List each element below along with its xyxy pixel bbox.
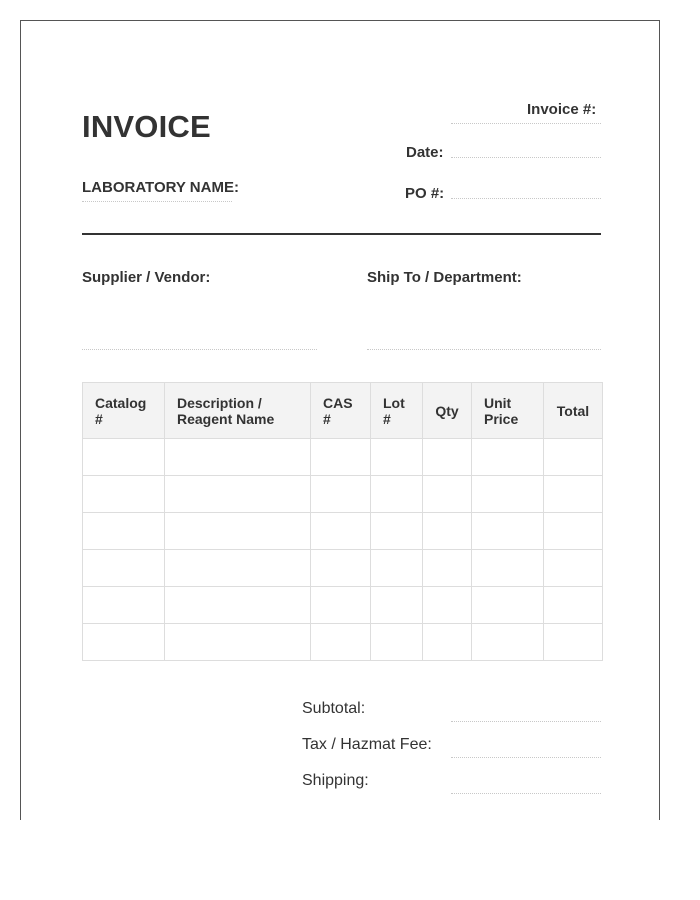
table-cell[interactable] xyxy=(544,550,603,587)
tax-hazmat-field[interactable] xyxy=(451,757,601,758)
table-cell[interactable] xyxy=(371,476,423,513)
table-cell[interactable] xyxy=(544,476,603,513)
table-row xyxy=(83,587,603,624)
col-total-header: Total xyxy=(544,383,603,439)
table-cell[interactable] xyxy=(311,476,371,513)
line-items-body xyxy=(83,439,603,661)
table-row xyxy=(83,439,603,476)
table-cell[interactable] xyxy=(544,624,603,661)
table-cell[interactable] xyxy=(165,587,311,624)
date-label: Date: xyxy=(406,144,444,161)
shipping-label: Shipping: xyxy=(302,772,369,789)
table-cell[interactable] xyxy=(371,587,423,624)
line-items-table xyxy=(82,382,603,661)
table-cell[interactable] xyxy=(83,587,165,624)
table-cell[interactable] xyxy=(311,513,371,550)
shipping-field[interactable] xyxy=(451,793,601,794)
table-cell[interactable] xyxy=(165,439,311,476)
table-cell[interactable] xyxy=(472,476,544,513)
table-cell[interactable] xyxy=(311,624,371,661)
tax-hazmat-label: Tax / Hazmat Fee: xyxy=(302,736,432,753)
col-description-header: Description / Reagent Name xyxy=(165,383,311,439)
table-cell[interactable] xyxy=(544,587,603,624)
table-cell[interactable] xyxy=(371,550,423,587)
laboratory-name-label: LABORATORY NAME: xyxy=(82,179,239,196)
col-qty-header: Qty xyxy=(423,383,472,439)
table-row xyxy=(83,550,603,587)
table-cell[interactable] xyxy=(544,513,603,550)
table-cell[interactable] xyxy=(472,439,544,476)
ship-to-field[interactable] xyxy=(367,349,601,350)
table-cell[interactable] xyxy=(423,513,472,550)
table-row xyxy=(83,513,603,550)
table-cell[interactable] xyxy=(423,587,472,624)
table-cell[interactable] xyxy=(371,624,423,661)
table-row xyxy=(83,476,603,513)
table-cell[interactable] xyxy=(83,624,165,661)
header-divider xyxy=(82,233,601,235)
table-cell[interactable] xyxy=(83,513,165,550)
date-field[interactable] xyxy=(451,157,601,158)
table-cell[interactable] xyxy=(472,624,544,661)
invoice-number-label: Invoice #: xyxy=(527,101,597,118)
laboratory-name-field[interactable] xyxy=(82,201,232,202)
subtotal-label: Subtotal: xyxy=(302,700,366,717)
subtotal-field[interactable] xyxy=(451,721,601,722)
po-number-field[interactable] xyxy=(451,198,601,199)
table-cell[interactable] xyxy=(423,476,472,513)
table-cell[interactable] xyxy=(165,476,311,513)
table-cell[interactable] xyxy=(83,476,165,513)
table-cell[interactable] xyxy=(423,624,472,661)
col-catalog-header: Catalog # xyxy=(83,383,165,439)
table-header-row xyxy=(83,383,603,439)
col-lot-header: Lot # xyxy=(371,383,423,439)
table-cell[interactable] xyxy=(311,550,371,587)
supplier-label: Supplier / Vendor: xyxy=(82,269,211,286)
table-cell[interactable] xyxy=(165,550,311,587)
table-cell[interactable] xyxy=(371,439,423,476)
table-cell[interactable] xyxy=(83,550,165,587)
po-number-label: PO #: xyxy=(405,185,445,202)
table-cell[interactable] xyxy=(83,439,165,476)
table-cell[interactable] xyxy=(472,587,544,624)
col-cas-header: CAS # xyxy=(311,383,371,439)
table-cell[interactable] xyxy=(165,624,311,661)
col-unit-price-header: Unit Price xyxy=(472,383,544,439)
table-cell[interactable] xyxy=(165,513,311,550)
table-cell[interactable] xyxy=(544,439,603,476)
invoice-title: INVOICE xyxy=(82,109,211,144)
table-cell[interactable] xyxy=(423,550,472,587)
table-cell[interactable] xyxy=(311,587,371,624)
ship-to-label: Ship To / Department: xyxy=(367,269,522,286)
table-row xyxy=(83,624,603,661)
table-cell[interactable] xyxy=(371,513,423,550)
table-cell[interactable] xyxy=(472,550,544,587)
invoice-number-field[interactable] xyxy=(451,123,601,124)
invoice-page xyxy=(20,20,660,820)
table-cell[interactable] xyxy=(423,439,472,476)
supplier-field[interactable] xyxy=(82,349,317,350)
table-cell[interactable] xyxy=(472,513,544,550)
table-cell[interactable] xyxy=(311,439,371,476)
